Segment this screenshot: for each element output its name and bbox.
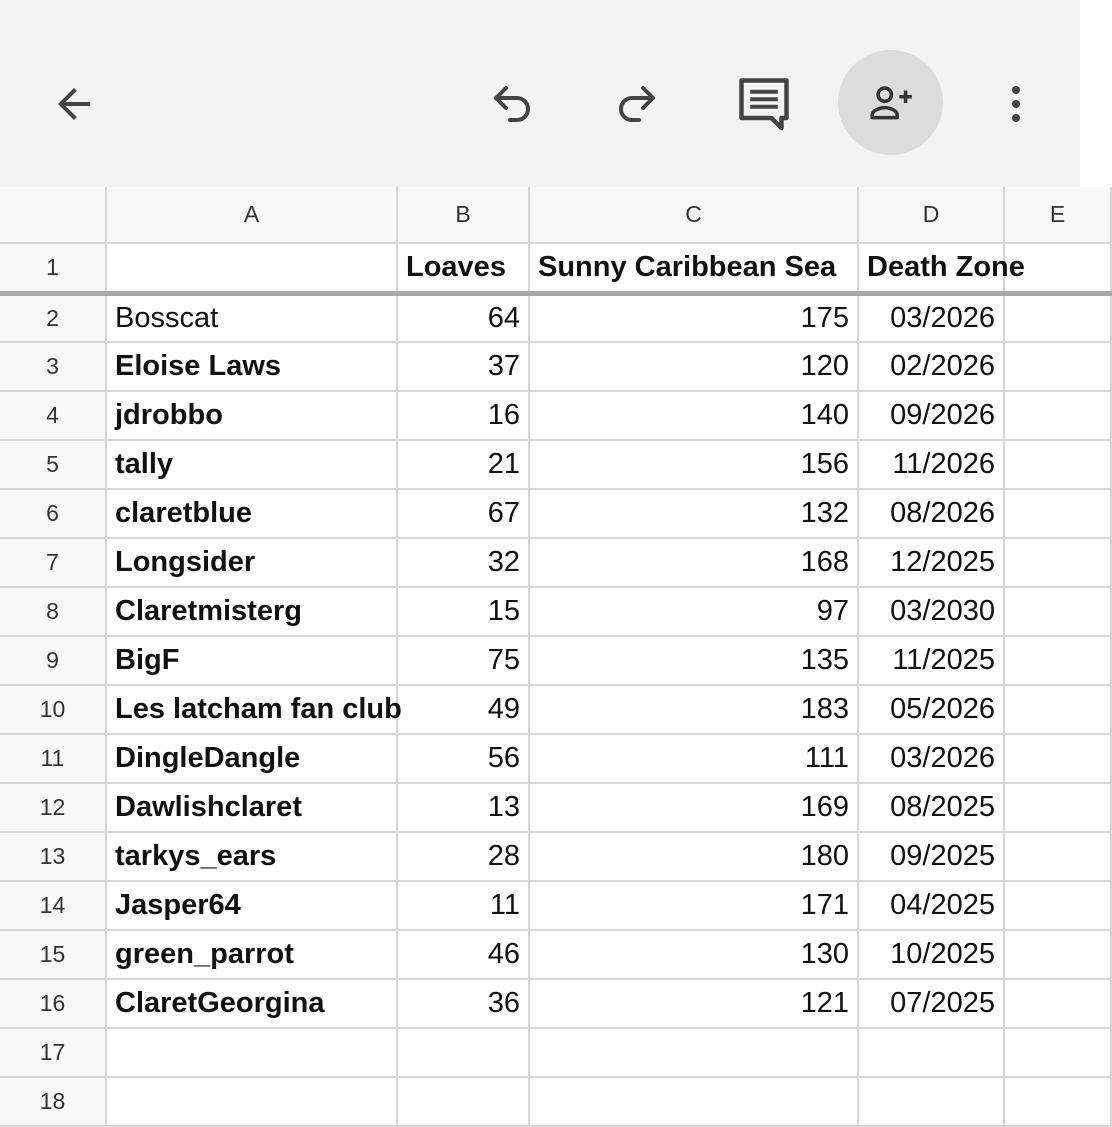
cell[interactable]: 11/2026 [858, 440, 1004, 489]
cell[interactable] [1004, 832, 1111, 881]
cell[interactable] [397, 1077, 529, 1126]
column-header-e[interactable]: E [1004, 187, 1111, 243]
spreadsheet-grid [0, 187, 1080, 1117]
share-button[interactable] [838, 50, 943, 155]
cell[interactable]: jdrobbo [106, 391, 397, 440]
cell[interactable]: 09/2026 [858, 391, 1004, 440]
cell[interactable]: claretblue [106, 489, 397, 538]
cell[interactable] [1004, 636, 1111, 685]
table-row [0, 832, 1111, 881]
add-person-icon [866, 78, 916, 128]
cell[interactable]: ClaretGeorgina [106, 979, 397, 1028]
table-row [0, 930, 1111, 979]
cell[interactable] [1004, 930, 1111, 979]
row-header[interactable]: 16 [0, 979, 106, 1028]
table-row [0, 587, 1111, 636]
redo-icon[interactable] [607, 74, 667, 134]
undo-icon[interactable] [482, 74, 542, 134]
cell[interactable] [1004, 440, 1111, 489]
table-row [0, 1028, 1111, 1077]
cell[interactable]: 75 [397, 636, 529, 685]
cell[interactable]: 169 [529, 783, 858, 832]
table-row [0, 293, 1111, 342]
cell[interactable]: 08/2025 [858, 783, 1004, 832]
row-header[interactable]: 12 [0, 783, 106, 832]
cell[interactable]: 49 [397, 685, 529, 734]
cell[interactable] [1004, 391, 1111, 440]
cell[interactable] [1004, 979, 1111, 1028]
cell[interactable]: 36 [397, 979, 529, 1028]
table-row [0, 636, 1111, 685]
cell[interactable]: Sunny Caribbean Sea [529, 243, 858, 293]
cell[interactable] [1004, 1028, 1111, 1077]
cell[interactable]: 56 [397, 734, 529, 783]
table-row [0, 1077, 1111, 1126]
cell[interactable]: 120 [529, 342, 858, 391]
cell[interactable] [106, 1077, 397, 1126]
column-header-a[interactable]: A [106, 187, 397, 243]
cell[interactable]: Bosscat [106, 293, 397, 342]
cell[interactable]: 97 [529, 587, 858, 636]
row-header[interactable]: 4 [0, 391, 106, 440]
cell[interactable]: 09/2025 [858, 832, 1004, 881]
cell[interactable]: 13 [397, 783, 529, 832]
column-header-b[interactable]: B [397, 187, 529, 243]
cell[interactable] [397, 1028, 529, 1077]
cell[interactable]: Claretmisterg [106, 587, 397, 636]
row-header[interactable]: 8 [0, 587, 106, 636]
cell[interactable] [529, 1028, 858, 1077]
row-header[interactable]: 18 [0, 1077, 106, 1126]
table-row [0, 243, 1111, 293]
cell[interactable] [1004, 1077, 1111, 1126]
back-arrow-icon[interactable] [44, 74, 104, 134]
row-header[interactable]: 7 [0, 538, 106, 587]
cell[interactable] [1004, 489, 1111, 538]
cell[interactable]: 04/2025 [858, 881, 1004, 930]
table-row [0, 538, 1111, 587]
cell[interactable]: 37 [397, 342, 529, 391]
table-row [0, 783, 1111, 832]
cell[interactable]: 183 [529, 685, 858, 734]
more-vert-icon[interactable] [986, 74, 1046, 134]
table-row [0, 391, 1111, 440]
row-header[interactable]: 2 [0, 293, 106, 342]
cell[interactable]: 140 [529, 391, 858, 440]
cell[interactable]: tarkys_ears [106, 832, 397, 881]
column-header-d[interactable]: D [858, 187, 1004, 243]
cell[interactable] [106, 243, 397, 293]
cell[interactable]: 64 [397, 293, 529, 342]
cell[interactable]: tally [106, 440, 397, 489]
cell[interactable]: 121 [529, 979, 858, 1028]
row-header[interactable]: 14 [0, 881, 106, 930]
table-row [0, 489, 1111, 538]
cell[interactable]: 07/2025 [858, 979, 1004, 1028]
cell[interactable] [1004, 538, 1111, 587]
row-header[interactable]: 3 [0, 342, 106, 391]
cell[interactable]: Loaves [397, 243, 529, 293]
cell[interactable] [1004, 783, 1111, 832]
row-header[interactable]: 13 [0, 832, 106, 881]
row-header[interactable]: 6 [0, 489, 106, 538]
cell[interactable] [1004, 342, 1111, 391]
comment-icon[interactable] [731, 70, 797, 136]
cell[interactable]: Longsider [106, 538, 397, 587]
cell[interactable]: BigF [106, 636, 397, 685]
cell[interactable]: DingleDangle [106, 734, 397, 783]
cell[interactable]: 12/2025 [858, 538, 1004, 587]
cell[interactable] [858, 1077, 1004, 1126]
table-row [0, 734, 1111, 783]
row-header[interactable]: 5 [0, 440, 106, 489]
cell[interactable] [529, 1077, 858, 1126]
table-row [0, 342, 1111, 391]
cell[interactable]: Dawlishclaret [106, 783, 397, 832]
cell[interactable] [106, 1028, 397, 1077]
cell[interactable]: green_parrot [106, 930, 397, 979]
cell[interactable]: 168 [529, 538, 858, 587]
cell[interactable]: 11/2025 [858, 636, 1004, 685]
cell[interactable]: 08/2026 [858, 489, 1004, 538]
cell[interactable]: 175 [529, 293, 858, 342]
cell[interactable] [1004, 881, 1111, 930]
cell[interactable]: 02/2026 [858, 342, 1004, 391]
cell[interactable]: Les latcham fan club [106, 685, 397, 734]
cell[interactable]: Death Zone [858, 243, 1004, 293]
cell[interactable]: 11 [397, 881, 529, 930]
cell[interactable]: 67 [397, 489, 529, 538]
cell[interactable]: 10/2025 [858, 930, 1004, 979]
top-toolbar [0, 0, 1080, 187]
table-row [0, 440, 1111, 489]
cell[interactable]: 180 [529, 832, 858, 881]
cell[interactable]: 03/2030 [858, 587, 1004, 636]
cell[interactable] [1004, 293, 1111, 342]
sheet-table [0, 187, 1112, 1127]
table-row [0, 685, 1111, 734]
cell[interactable] [1004, 587, 1111, 636]
column-header-c[interactable]: C [529, 187, 858, 243]
row-header[interactable]: 11 [0, 734, 106, 783]
cell[interactable]: Jasper64 [106, 881, 397, 930]
cell[interactable]: 15 [397, 587, 529, 636]
cell[interactable]: 132 [529, 489, 858, 538]
cell[interactable]: 130 [529, 930, 858, 979]
cell[interactable]: 03/2026 [858, 293, 1004, 342]
select-all-corner[interactable] [0, 187, 106, 243]
cell[interactable] [1004, 734, 1111, 783]
row-header[interactable]: 1 [0, 243, 106, 293]
cell[interactable]: 05/2026 [858, 685, 1004, 734]
cell[interactable]: 32 [397, 538, 529, 587]
cell[interactable] [858, 1028, 1004, 1077]
table-row [0, 979, 1111, 1028]
cell[interactable]: 16 [397, 391, 529, 440]
cell[interactable] [1004, 685, 1111, 734]
cell[interactable]: 111 [529, 734, 858, 783]
table-row [0, 881, 1111, 930]
cell[interactable]: 28 [397, 832, 529, 881]
cell[interactable]: 03/2026 [858, 734, 1004, 783]
row-header[interactable]: 15 [0, 930, 106, 979]
cell[interactable]: 21 [397, 440, 529, 489]
cell[interactable]: 171 [529, 881, 858, 930]
cell[interactable]: 46 [397, 930, 529, 979]
cell[interactable]: 156 [529, 440, 858, 489]
row-header[interactable]: 17 [0, 1028, 106, 1077]
row-header[interactable]: 9 [0, 636, 106, 685]
row-header[interactable]: 10 [0, 685, 106, 734]
cell[interactable]: Eloise Laws [106, 342, 397, 391]
cell[interactable]: 135 [529, 636, 858, 685]
